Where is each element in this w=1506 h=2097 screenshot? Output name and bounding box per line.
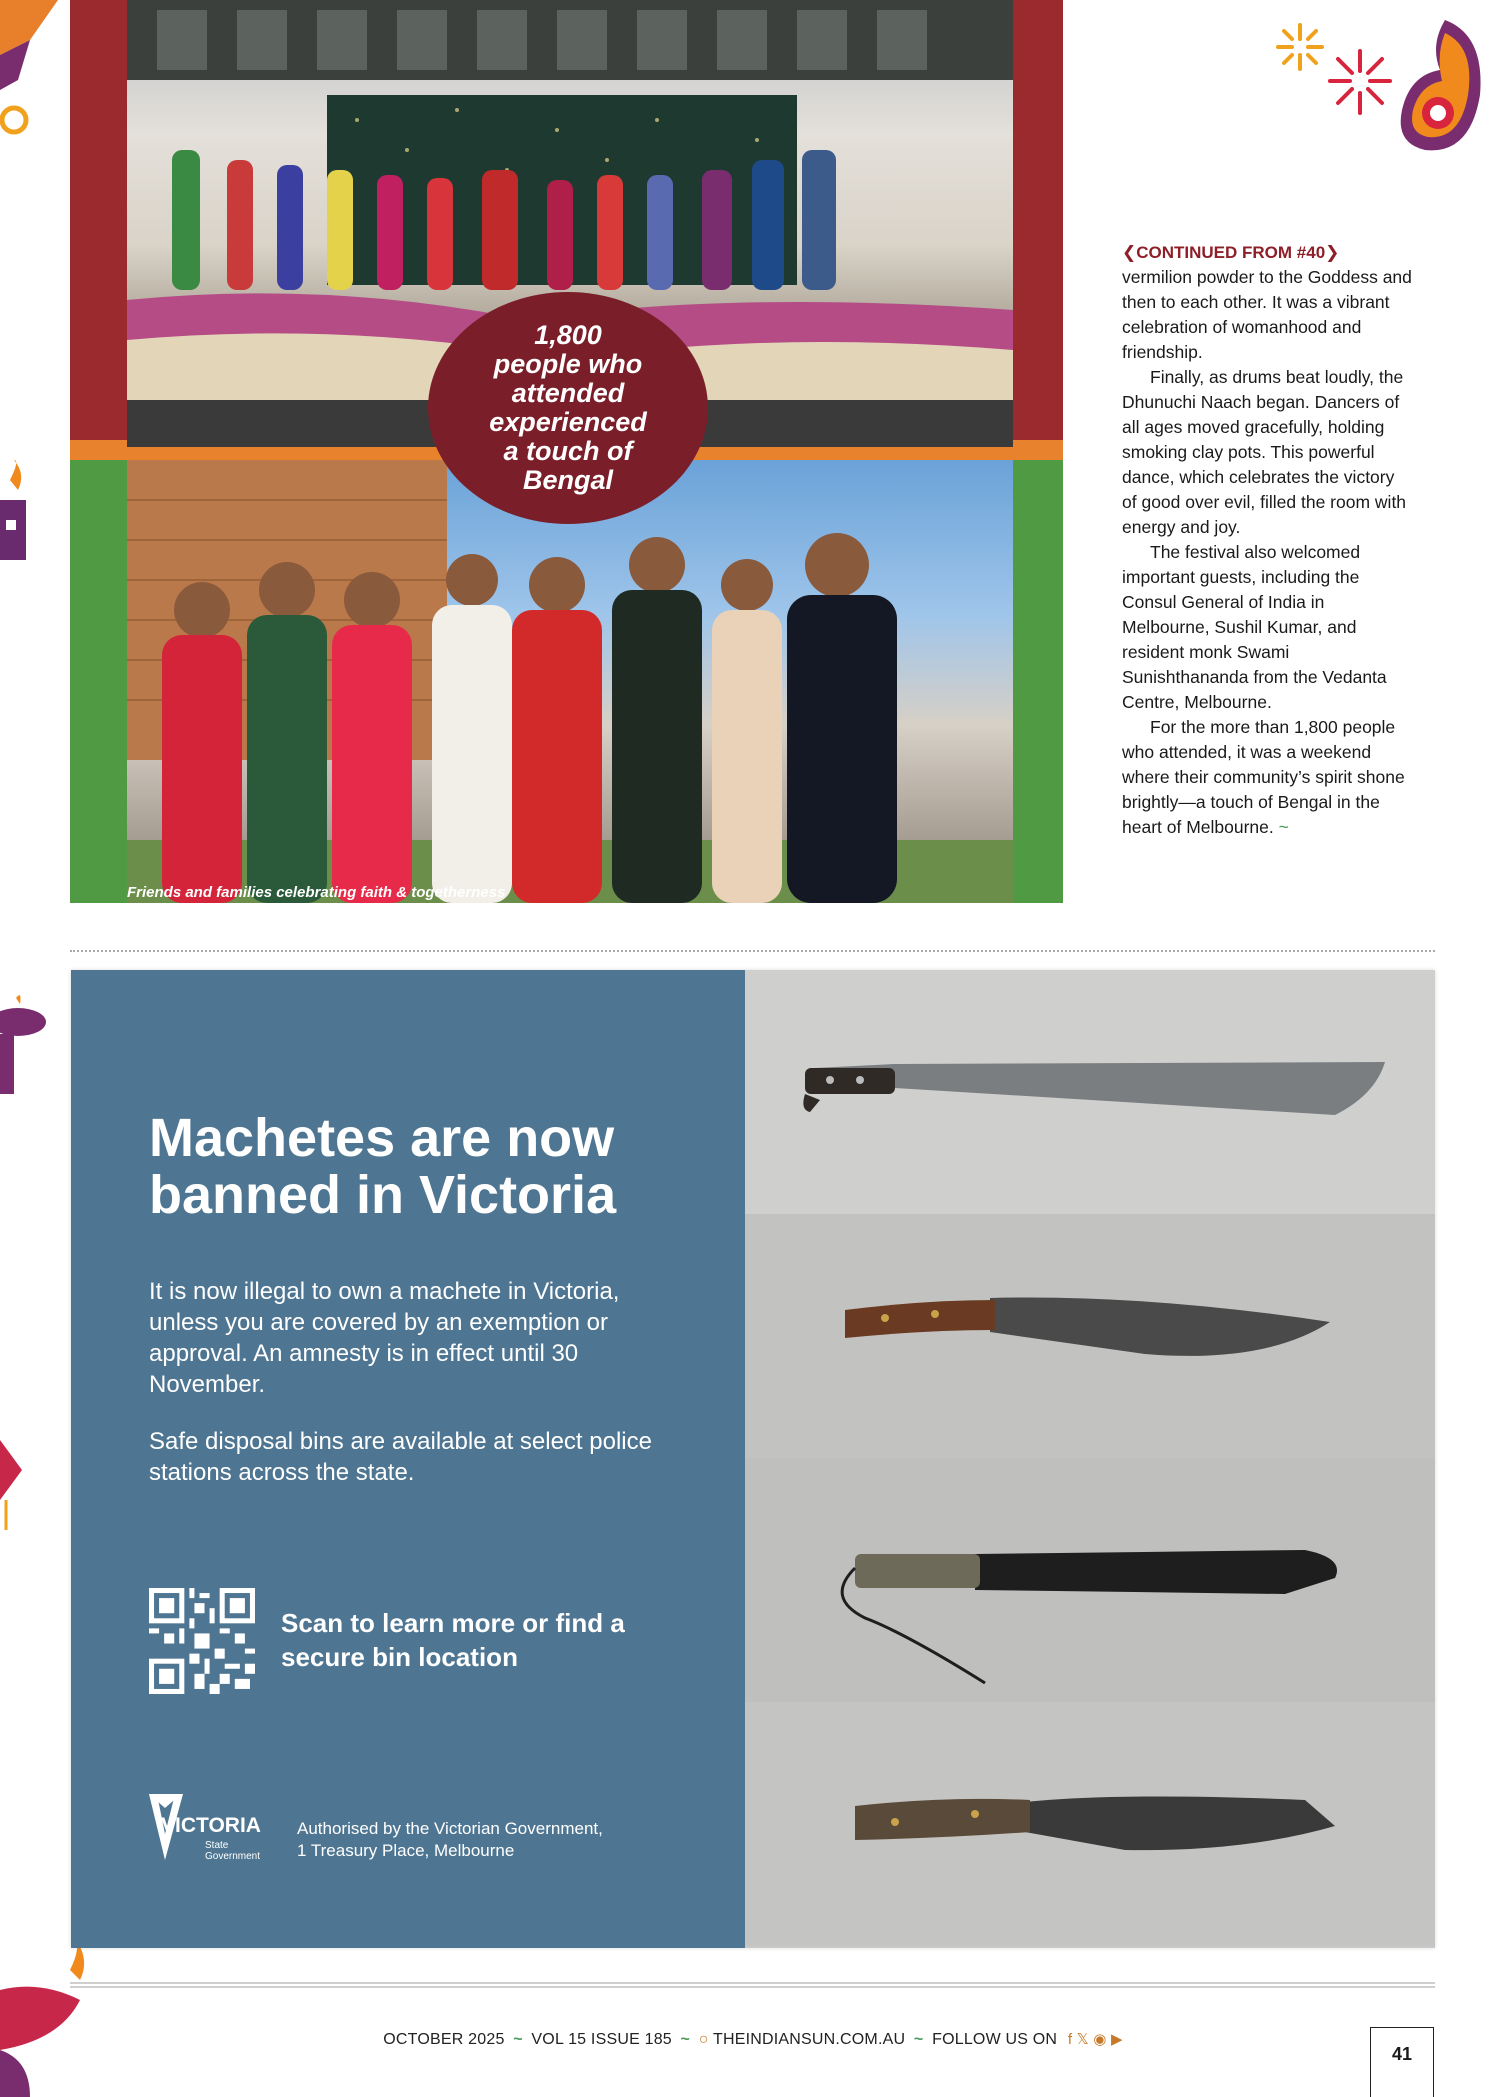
section-divider	[70, 950, 1435, 952]
qr-code[interactable]	[149, 1588, 255, 1694]
firework-paisley-decoration	[1270, 15, 1490, 165]
volume-issue: VOL 15 ISSUE 185	[531, 2031, 672, 2048]
paisley-corner-decoration	[0, 0, 60, 160]
authorisation-statement	[297, 1818, 697, 1862]
machete-photo-4	[745, 1702, 1435, 1946]
diya-decoration	[0, 1930, 90, 2097]
logo-word: VICTORIA	[161, 1814, 261, 1837]
separator-icon: ~	[680, 2031, 691, 2048]
lantern-decoration	[0, 1420, 30, 1540]
lamp-decoration	[0, 460, 30, 580]
footer-rule	[70, 1986, 1435, 1988]
ad-body-text-secondary: Safe disposal bins are available at select police stations across the state.	[149, 1428, 652, 1486]
separator-icon: ~	[913, 2031, 924, 2048]
ad-headline: Machetes are now banned in Victoria	[149, 1108, 617, 1225]
end-mark-icon: ~	[1278, 817, 1289, 837]
page-number: 41	[1370, 2027, 1434, 2097]
follow-label: FOLLOW US ON	[932, 2031, 1058, 2048]
website-link[interactable]: THEINDIANSUN.COM.AU	[712, 2031, 906, 2048]
machete-photo-1	[745, 970, 1435, 1214]
ad-body-text: It is now illegal to own a machete in Victoria, unless you are covered by an exemption or approval. An amnesty is in effect until 30 November.	[149, 1278, 620, 1398]
article-paragraph: The festival also welcomed important guests, including the Consul General of India in Melbourne, Sushil Kumar, and resident monk Swami Sunishthananda from the Vedanta Centre, Melbourne.	[1122, 542, 1387, 712]
globe-icon: ○	[698, 2031, 709, 2048]
victoria-government-logo	[149, 1794, 279, 1874]
photo-caption: Friends and families celebrating faith & togetherness	[127, 884, 506, 901]
article-paragraph-text: For the more than 1,800 people who attended, it was a weekend where their community’s spirit shone brightly—a touch of Bengal in the heart of Melbourne.	[1122, 717, 1405, 837]
machete-images-panel	[745, 970, 1435, 1948]
callout-bubble: 1,800 people who attended experienced a touch of Bengal	[428, 292, 708, 524]
authorisation-line: 1 Treasury Place, Melbourne	[297, 1841, 515, 1860]
group-photo	[127, 460, 1013, 903]
youtube-icon[interactable]: ▶	[1110, 2031, 1123, 2048]
logo-sub1: State	[205, 1840, 229, 1851]
machete-photo-3	[745, 1458, 1435, 1702]
machete-photo-2	[745, 1214, 1435, 1458]
instagram-icon[interactable]: ◉	[1093, 2031, 1107, 2048]
page-footer	[0, 2030, 1506, 2049]
facebook-icon[interactable]: f	[1067, 2031, 1073, 2048]
continued-from-label: ❮CONTINUED FROM #40❯	[1122, 243, 1340, 262]
article-paragraph: Finally, as drums beat loudly, the Dhunuchi Naach began. Dancers of all ages moved gracefully, holding smoking clay pots. This powerful dance, which celebrates the victory of good over evil, filled the room with energy and joy.	[1122, 367, 1407, 537]
x-twitter-icon[interactable]: 𝕏	[1076, 2031, 1089, 2048]
article-continuation	[1122, 240, 1412, 840]
article-paragraph: vermilion powder to the Goddess and then to each other. It was a vibrant celebration of womanhood and friendship.	[1122, 267, 1412, 362]
logo-sub2: Government	[205, 1851, 261, 1862]
authorisation-line: Authorised by the Victorian Government,	[297, 1819, 603, 1838]
lamp-decoration	[0, 990, 50, 1110]
separator-icon: ~	[513, 2031, 523, 2048]
ad-text-panel	[71, 970, 745, 1948]
footer-rule	[70, 1982, 1435, 1984]
scan-cta: Scan to learn more or find a secure bin location	[281, 1608, 625, 1672]
issue-date: OCTOBER 2025	[383, 2031, 505, 2048]
article-paragraph	[1122, 715, 1412, 840]
